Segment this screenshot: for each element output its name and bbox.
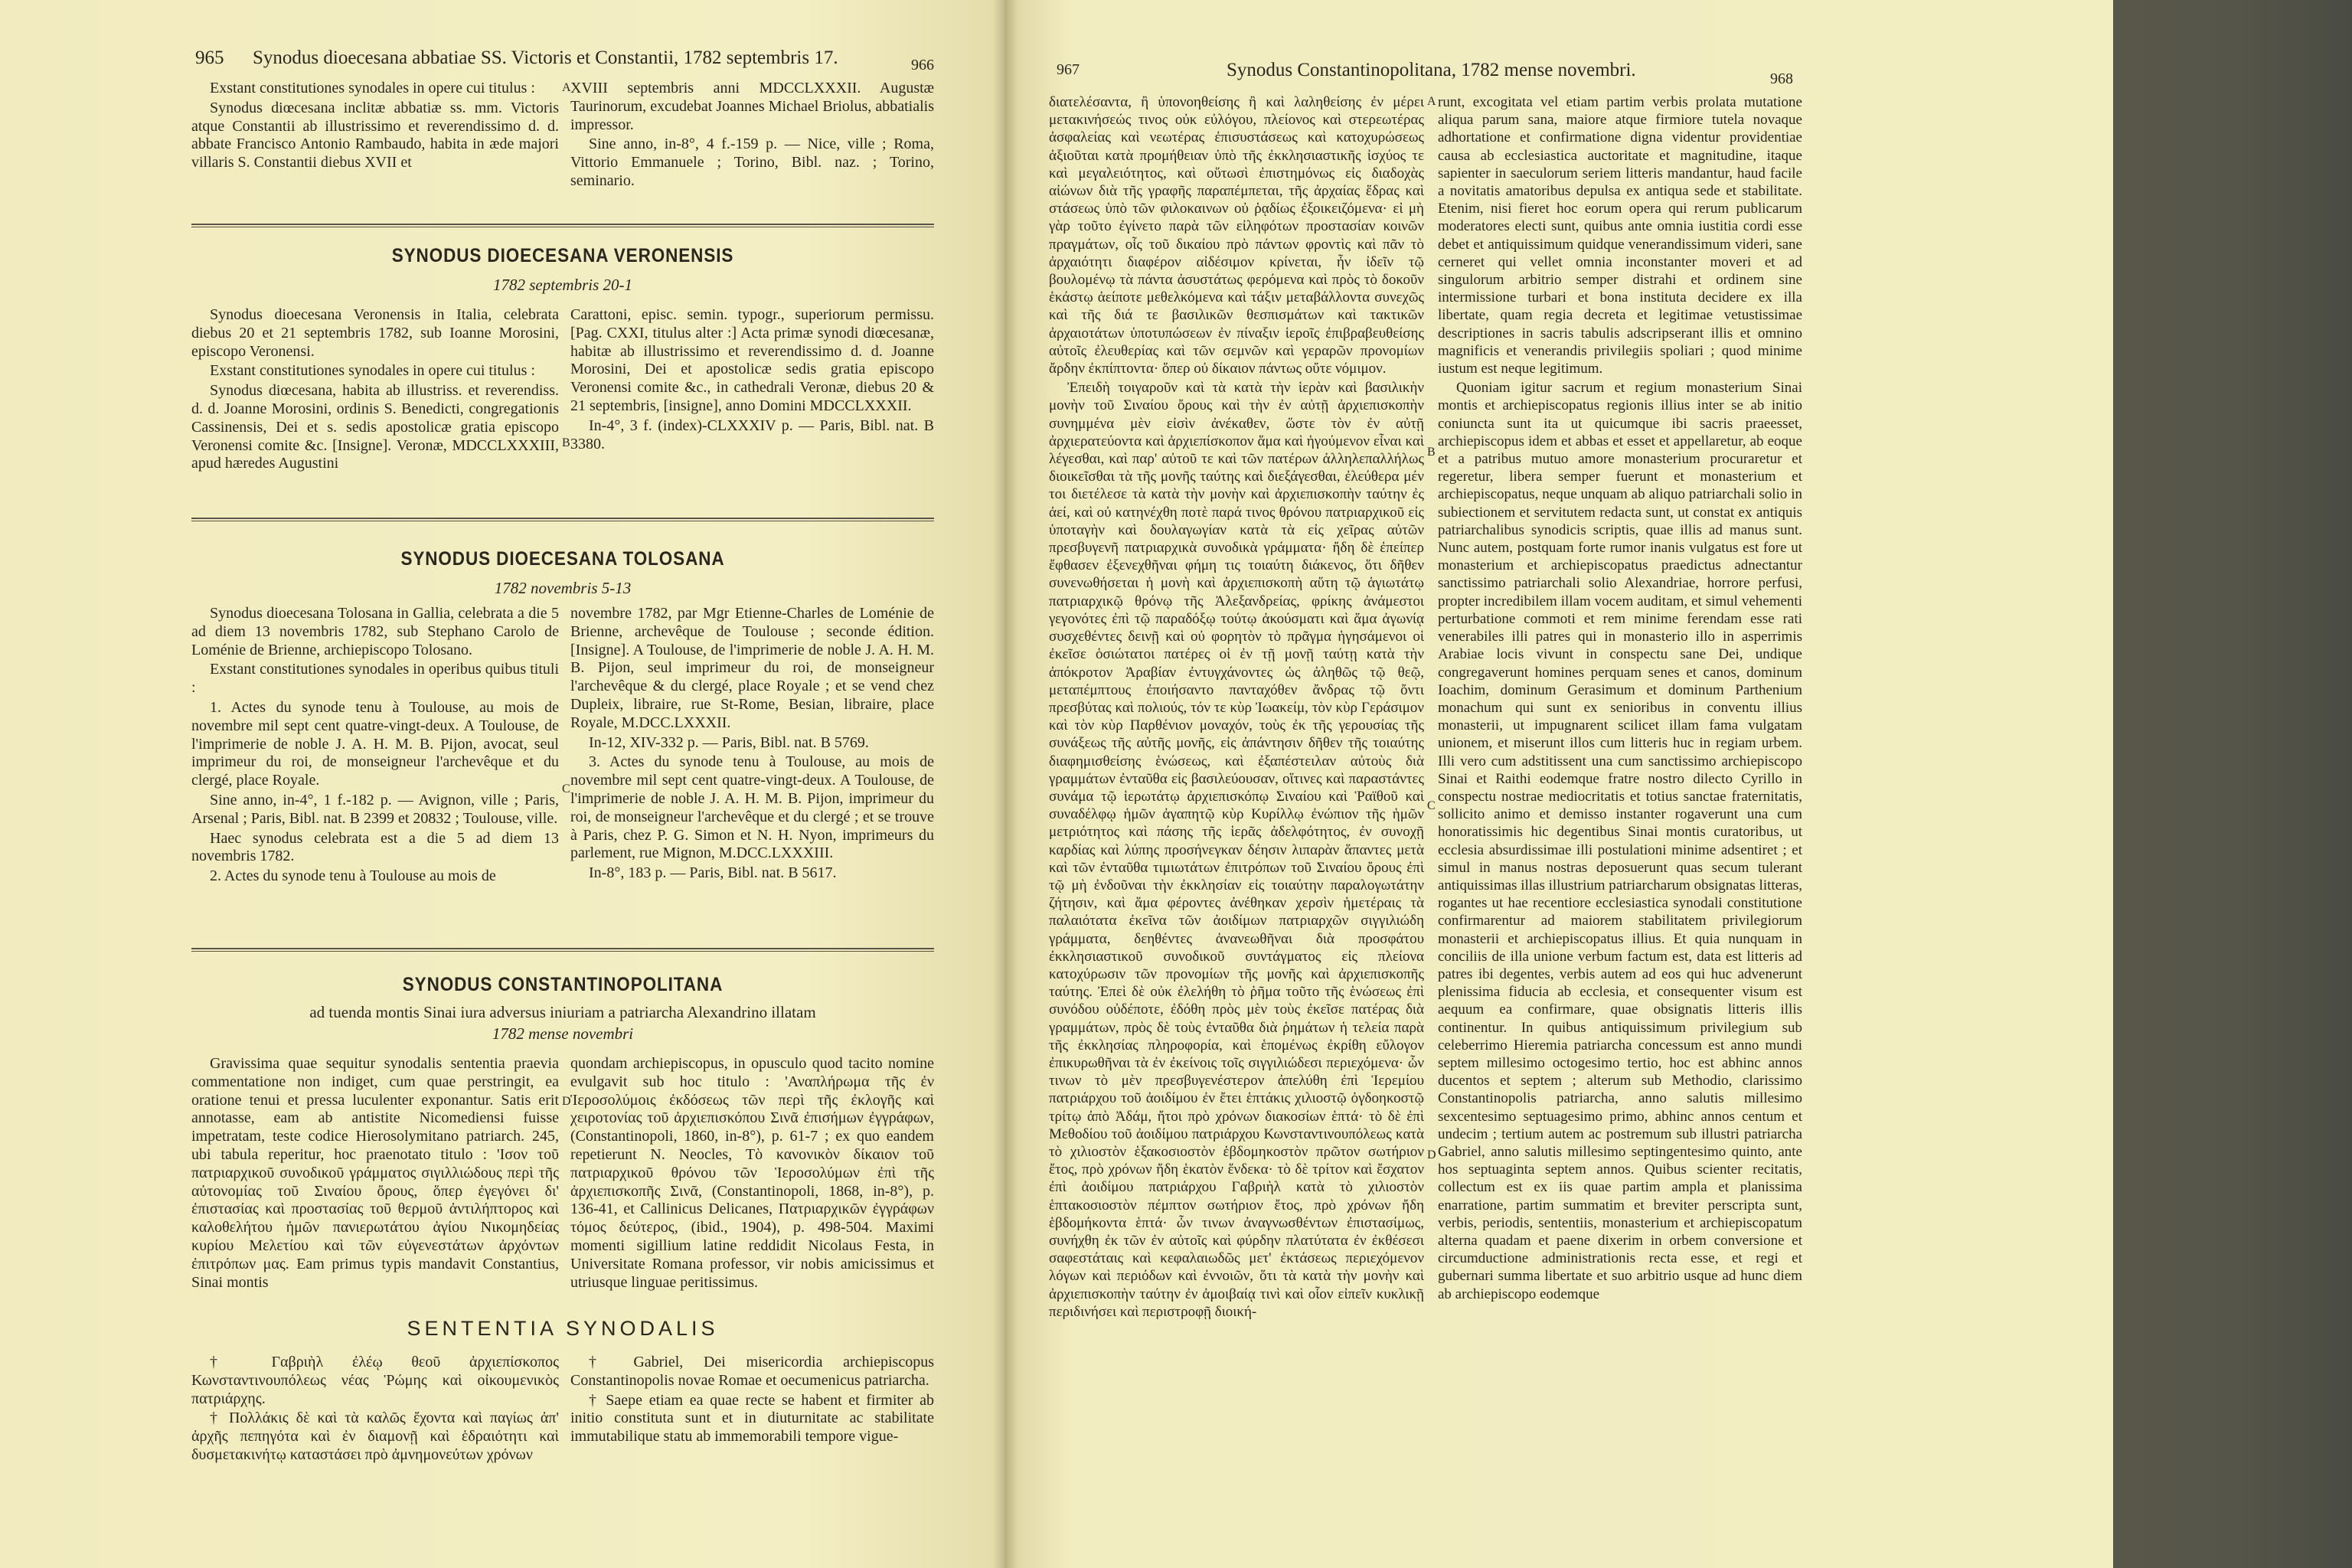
section-rule (191, 948, 934, 952)
intro-col2 (570, 80, 934, 192)
margin-letter: A (562, 81, 571, 94)
paragraph: In-8°, 183 p. — Paris, Bibl. nat. B 5617. (589, 864, 837, 882)
tolosana-col1 (191, 605, 559, 887)
paragraph: 2. Actes du synode tenu à Toulouse au mois de (210, 867, 496, 885)
margin-letter: B (1427, 446, 1436, 459)
sententia-col1 (191, 1354, 559, 1466)
veronensis-col2 (570, 306, 934, 455)
right-page-number-967: 967 (1057, 61, 1080, 78)
paragraph: † Saepe etiam ea quae recte se habent et firmiter ab initio constituta sunt et in diuturnitate ac stabilitate immutabilique statu ab immemorabili tempore vigue- (570, 1391, 934, 1446)
paragraph: Exstant constitutiones synodales in operibus quibus tituli : (191, 661, 559, 697)
veronensis-col1 (191, 306, 559, 475)
paragraph: novembre 1782, par Mgr Etienne-Charles de Loménie de Brienne, archevêque de Toulouse ; seconde édition. [Insigne]. A Toulouse, de l'imprimerie de noble J. A. H. M. B. Pijon, seul imprimeur du roi, de monseigneur l'archevêque & du clergé, place Royale ; et se vend chez Dupleix, libraire, rue St-Rome, Besian, libraire, place Royale, M.DCC.LXXXII. (570, 605, 934, 731)
paragraph: † Πολλάκις δὲ καὶ τὰ καλῶς ἔχοντα καὶ παγίως ἀπ' ἀρχῆς πεπηγότα καὶ ἐν διαμονῇ καὶ ἑδραιότητι καὶ δυσμετακινήτῳ καταστάσει πρὸ ἀμνημονεύτων χρόνων (191, 1410, 559, 1463)
constantinopolitana-col1 (191, 1055, 559, 1293)
section-title-tolosana: SYNODUS DIOECESANA TOLOSANA (400, 548, 725, 570)
left-page (0, 0, 1004, 1568)
greek-col (1049, 93, 1424, 1322)
book-gutter (992, 0, 1018, 1568)
sententia-col2 (570, 1354, 934, 1448)
left-page-number-966: 966 (911, 57, 934, 74)
paragraph: Gravissima quae sequitur synodalis sententia praevia commentatione non indiget, cum quae perstringit, ea oratione tenui et pressa luculenter exponantur. Satis erit annotasse, eam ab antistite Nicomediensi fuisse impetratam, teste codice Hierosolymitano patriarch. 245, ubi tabula reperitur, hoc praenotato titulo : 'Ισον τοῦ πατριαρχικοῦ συνοδικοῦ γράμματος σιγιλλιώδους περὶ τῆς αὐτονομίας τοῦ Σιναίου ὄρους, ὅπερ ἐγεγόνει δι' ἐπιστασίας καὶ προστασίας τοῦ θερμοῦ ἀντιλήπτορος καὶ καλοθελήτου ἡμῶν πανιερωτάτου ἁγίου Νικομηδείας κυρίου Μελετίου καὶ τῶν εὐγενεστάτων ἀρχόντων ἐπιτρόπων μας. Eam primus typis mandavit Constantius, Sinai montis (191, 1055, 559, 1291)
margin-letter: B (562, 436, 570, 449)
left-page-number-965: 965 (195, 47, 224, 68)
margin-letter: C (1427, 799, 1436, 812)
paragraph: διατελέσαντα, ἢ ὑπονοηθείσης ἢ καὶ λαληθείσης ἐν μέρει μετακινήσεώς τινος οὐκ εὐλόγου, πλείονος καὶ στερεωτέρας ἀσφαλείας καὶ νεωτέρας ἐπισυστάσεως καὶ κατοχυρώσεως ἀξιοῦται κατὰ προμήθειαν ὑπὸ τῆς ἐκκλησιαστικῆς ἰσχύος τε καὶ μεγαλειότητος, καὶ οὕτωσὶ ἐπιστημόνως εἰς διαδοχὰς αἰώνων διὰ τῆς γραφῆς παραπέμπεται, τῆς ἀρχαίας ἕδρας καὶ στάσεως ὑπὸ τῶν φιλοκαινων οὐ ῥᾳδίως ἐξοικειζόμενα· εἰ μὴ γὰρ τοῦτο ἐγίνετο παρὰ τῶν εἰληφότων προστασίαν κοινῶν πραγμάτων, οἷς τοῦ δικαίου πρὸ πάντων φροντὶς καὶ πᾶν τὸ ἀρχαιότητι διαφέρον αἰδέσιμον κρίνεται, ἦν ἰδεῖν τῷ βουλομένῳ τὰ πάντα ἀσυστάτως φερόμενα καὶ πρὸς τὸ δοκοῦν ἑκάστῳ ἀείποτε μεθελκόμενα καὶ τάξιν μεταβάλλοντα συνεχῶς καὶ τῆς διά τε βασιλικῶν θεσπισμάτων καὶ τακτικῶν ἀρχαιοτάτων ὑποτυπώσεων ἐν πίναξιν ἱεροῖς ἐπιβραβευθείσης αὐτοῖς ἐλευθερίας καὶ τῶν σεμνῶν καὶ γεραρῶν προνομίων ἄρδην ἐκπίπτοντα· ὅπερ οὐ δίκαιον πάντως οὔτε νόμιμον. (1049, 94, 1424, 377)
paragraph: Synodus diœcesana inclitæ abbatiæ ss. mm. Victoris atque Constantii ab illustrissimo et reverendissimo d. d. abbate Francisco Antonio Rambaudo, habita in æde majori villaris S. Constantii diebus XVII et (191, 99, 559, 172)
intro-col1 (191, 80, 559, 174)
section-rule (191, 518, 934, 521)
paragraph: † Gabriel, Dei misericordia archiepiscopus Constantinopolis novae Romae et oecumenicus patriarcha. (570, 1354, 934, 1389)
paragraph: Quoniam igitur sacrum et regium monasterium Sinai montis et archiepiscopatus regionis illius inter se ab initio coniuncta sunt ita ut quicumque ibi sacris praeesset, archiepiscopus idem et abbas et esset et appellaretur, ab eoque et a patribus mutuo amore monasterium procuraretur et regeretur, libera semper fuerunt et monasterium et archiepiscopatus, neque unquam ab aliquo patriarchali solio in subiectionem et servitutem redacta sunt, ut constat ex antiquis patriarchalibus synodicis scriptis, quae illis ad manus sunt. Nunc autem, postquam forte rumor inanis vulgatus est fore ut monasterium et archiepiscopatus praedictus adnectantur sanctissimo patriarchali solio Alexandriae, horrore perfusi, propter incredibilem illam vocem auditam, et simul vehementi perturbatione commoti et rem minime ferendam esse rati venerabiles illi patres qui in monasterio illo in asperrimis Arabiae locis vivunt in conspectu sane Dei, undique congregaverunt homines perquam senes et canos, dominum Ioachim, dominum Gerasimum et dominum Parthenium monachum qui sunt ex senioribus in conventu illius monasterii, ut impugnarent scilicet illam fama vulgatam unionem, et miserunt illos cum litteris huc in regiam urbem. Illi vero cum adstitissent una cum sanctissimo archiepiscopo Sinai et Raithi eodemque fratre nostro dilecto Cyrillo in conspectu nostrae mediocritatis et totius sanctae fraternitatis, sollicito animo et demisso instanter rogaverunt una cum honoratissimis hic degentibus Sinai montis curatoribus, ut ecclesia absurdissimae illi postulationi minime adsentiret ; et simul in manus nostras deposuerunt quas secum tulerant antiquissimas illas illustrium patriarcharum obsignatas litteras, rogantes ut hae recentiore ecclesiastica synodali constitutione confirmarentur ad maiorem stabilitatem privilegiorum monasterii et archiepiscopatus illius. Et quia nunquam in conciliis de illa unione verbum factum est, data est litteris ad patres ibi degentes, verbis autem ad eos qui huc advenerunt plenissima fiducia ab ecclesia, et consequenter visum est aequum ea confirmare, quae obsignatis litteris illis continentur. In quibus antiquissimum privilegium sub celeberrimo Hieremia patriarcha concessum est anno mundi septem millesimo octogesimo tertio, hoc est abhinc annos ducentos et septem ; alterum sub Methodio, clarissimo Constantinopolis patriarcha, anno salutis millesimo sexcentesimo septuagesimo primo, abhinc annos centum et undecim ; tertium autem ac postremum sub illustri patriarcha Gabriel, anno salutis millesimo septingentesimo quinto, ante hos septuaginta septem annos. Quibus scienter recitatis, collectum est ex iis quae partim ampla et planissima enarratione, partim summatim et breviter perscripta sunt, verbis, periodis, sententiis, monasterium et archiepiscopatum alterna quadam et paene dixerim in orbem conversione et circumductione administrationis recta esse, et regi et gubernari summa libertate et suo arbitrio usque ad hunc diem ab archiepiscopo eodemque (1438, 380, 1802, 1302)
constantinopolitana-col2 (570, 1055, 934, 1293)
section-subtitle-constantinopolitana: ad tuenda montis Sinai iura adversus iniuriam a patriarcha Alexandrino illatam (309, 1003, 816, 1021)
paragraph: Exstant constitutiones synodales in opere cui titulus : (210, 362, 535, 380)
paragraph: In-4°, 3 f. (index)-CLXXXIV p. — Paris, Bibl. nat. B 3380. (570, 416, 934, 452)
margin-letter: D (1427, 1148, 1436, 1161)
right-page (1004, 0, 2113, 1568)
right-page-number-968: 968 (1770, 70, 1793, 87)
paragraph: Synodus dioecesana Tolosana in Gallia, celebrata a die 5 ad diem 13 novembris 1782, sub Stephano Carolo de Loménie de Brienne, archiepiscopo Tolosano. (191, 605, 559, 658)
sententia-title: SENTENTIA SYNODALIS (407, 1317, 719, 1340)
paragraph: Exstant constitutiones synodales in opere cui titulus : (210, 80, 535, 96)
latin-col (1438, 93, 1802, 1305)
margin-letter: A (1427, 95, 1436, 108)
paragraph: † Γαβριὴλ ἐλέῳ θεοῦ ἀρχιεπίσκοπος Κωνσταντινουπόλεως νέας Ῥώμης καὶ οἰκουμενικὸς πατριάρχης. (191, 1354, 559, 1407)
margin-letter: C (562, 782, 570, 795)
paragraph: Haec synodus celebrata est a die 5 ad diem 13 novembris 1782. (191, 829, 559, 865)
paragraph: runt, excogitata vel etiam partim verbis prolata mutatione aliqua parum sana, maiore atque firmiore tutela novaque adhortatione et confirmatione digna videntur providentiae causa ab ecclesiastica auctoritate et magnitudine, itaque sapienter in saeculorum seriem litteris mandantur, haud facile a novitatis amatoribus depulsa ex antiqua sede et stabilitate. Etenim, nisi fieret hoc eorum opera qui rerum publicarum moderatores electi sunt, quibus ante omnia iustitia cordi esse debet et antiquissimum quidque venerandissimum videri, sane cerneret qui vellet omnia inconstanter moveri et ad singulorum arbitrio semper distrahi et ordinem sine intermissione turbari et bona instituta decidere ex illa libertate, quam regia decreta et legitimae vetustissimae descriptiones in sacris tabulis adscripserant illis et omnino magnificis et venerandis privilegiis spoliari ; quod minime iustum est neque legitimum. (1438, 94, 1802, 377)
margin-letter: D (562, 1095, 571, 1108)
paragraph: 3. Actes du synode tenu à Toulouse, au mois de novembre mil sept cent quatre-vingt-deux. A Toulouse, de l'imprimerie de noble J. A. H. M. B. Pijon, imprimeur du roi, de monseigneur l'archevêque et du clergé ; et se trouve à Paris, chez P. G. Simon et N. H. Nyon, imprimeurs du parlement, rue Mignon, M.DCC.LXXXIII. (570, 753, 934, 862)
paragraph: quondam archiepiscopus, in opusculo quod tacito nomine evulgavit sub hoc titulo : 'Αναπλήρωμα τῆς ἐν Ἱεροσολύμοις ἐκδόσεως τῶν περὶ τῆς ἐκλογῆς καὶ χειροτονίας τοῦ ἀρχιεπισκόπου Σινᾶ ἐπισήμων ἐγγράφων, (Constantinopoli, 1860, in-8°), p. 61-7 ; ex quo eandem repetierunt N. Neocles, Τὸ κανονικὸν δίκαιον τοῦ πατριαρχικοῦ θρόνου τῶν Ἱεροσολύμων ἐπὶ τῆς ἀρχιεπισκοπῆς Σινᾶ, (Constantinopoli, 1868, in-8°), p. 136-41, et Callinicus Delicanes, Πατριαρχικῶν ἐγγράφων τόμος δεύτερος, (ibid., 1904), p. 498-504. Maximi momenti sigillium latine reddidit Nicolaus Festa, in Universitate Romana professor, vir nobis amicissimus et utriusque linguae peritissimus. (570, 1055, 934, 1291)
section-date-veronensis: 1782 septembris 20-1 (493, 276, 632, 294)
section-date-tolosana: 1782 novembris 5-13 (494, 579, 632, 597)
paragraph: Synodus diœcesana, habita ab illustriss. et reverendiss. d. d. Joanne Morosini, ordinis S. Benedicti, congregationis Cassinensis, Dei et s. sedis apostolicæ gratia episcopo Veronensi comite &c. [Insigne]. Veronæ, MDCCLXXXIII, apud hæredes Augustini (191, 382, 559, 472)
section-title-constantinopolitana: SYNODUS CONSTANTINOPOLITANA (402, 974, 724, 995)
paragraph: Sine anno, in-8°, 4 f.-159 p. — Nice, ville ; Roma, Vittorio Emmanuele ; Torino, Bibl. naz. ; Torino, seminario. (570, 136, 934, 189)
paragraph: In-12, XIV-332 p. — Paris, Bibl. nat. B 5769. (589, 733, 869, 751)
section-date-constantinopolitana: 1782 mense novembri (492, 1024, 634, 1043)
left-running-head: Synodus dioecesana abbatiae SS. Victoris et Constantii, 1782 septembris 17. (253, 47, 838, 68)
paragraph: Carattoni, episc. semin. typogr., superiorum permissu. [Pag. CXXI, titulus alter :] Acta primæ synodi diœcesanæ, habitæ ab illustrissimo et reverendissimo d. d. Joanne Morosini, Dei et apostolicæ sedis gratia episcopo Veronensi comite &c., in cathedrali Veronæ, diebus 20 & 21 septembris, [insigne], anno Domini MDCCLXXXII. (570, 306, 934, 414)
tolosana-col2 (570, 605, 934, 884)
section-title-veronensis: SYNODUS DIOECESANA VERONENSIS (391, 245, 734, 266)
right-running-head: Synodus Constantinopolitana, 1782 mense novembri. (1227, 60, 1636, 80)
paragraph: XVIII septembris anni MDCCLXXXII. Augustæ Taurinorum, excudebat Joannes Michael Briolus, abbatialis impressor. (570, 80, 934, 133)
paragraph: 1. Actes du synode tenu à Toulouse, au mois de novembre mil sept cent quatre-vingt-deux. A Toulouse, de l'imprimerie de noble J. A. H. M. B. Pijon, avocat, seul imprimeur du roi, de monseigneur l'archevêque et du clergé, place Royale. (191, 698, 559, 789)
paragraph: Ἐπειδὴ τοιγαροῦν καὶ τὰ κατὰ τὴν ἱερὰν καὶ βασιλικὴν μονὴν τοῦ Σιναίου ὄρους καὶ τὴν ἐν αὐτῇ ἀρχιεπισκοπὴν συνημμένα μὲν εἰσὶν ἀνέκαθεν, ὥστε τὸν ἐν αὐτῇ ἀρχιερατεύοντα καὶ ἀρχιεπίσκοπον ἅμα καὶ ἡγούμενον εἶναι καὶ λέγεσθαι, καὶ παρ' αὐτοῦ τε καὶ τῶν πατέρων ἀλληλεπαλλήλως διοικεῖσθαι τὰ τῆς μονῆς ταύτης καὶ διεξάγεσθαι, ἐλεύθερα μέν τοι διετέλεσε τὰ κατὰ τὴν μονὴν καὶ ἀρχιεπισκοπὴν ταύτην ἐς ἀεί, καὶ οὐ κατηνέχθη ποτὲ παρά τινος θρόνου πατριαρχικοῦ εἰς ὑποταγὴν καὶ δουλαγωγίαν κατὰ τὰ εἰς χεῖρας αὐτῶν πρεσβυγενῆ πατριαρχικὰ συνοδικὰ γράμματα· ἤδη δὲ ἐπείπερ ἔφθασεν ἐξενεχθῆναι φήμη τις τοιαύτη διάκενος, ὅτι δῆθεν συνενωθήσεται ἡ μονὴ καὶ ἀρχιεπισκοπὴ αὕτη τῷ ἁγιωτάτῳ πατριαρχικῷ θρόνῳ τῆς Ἀλεξανδρείας, φρίκης ἀνάμεστοι γεγονότες ἐπὶ τῷ παραδόξῳ τούτῳ ἀκούσματι καὶ ἅμα ἀγωνίᾳ συσχεθέντες δεινῇ καὶ οὐ φορητὸν τὸ πρᾶγμα ἡγησάμενοι οἱ ἐκεῖσε ὁσιώτατοι πατέρες οἱ ἐν τῇ μονῇ ταύτῃ κατὰ τὴν ἀπόκροτον Ἀραβίαν ἐντυγχάνοντες ὡς ἀληθῶς τῷ θεῷ, μεταπέμπτους ἐποιήσαντο πανταχόθεν ἄνδρας τῷ ὄντι πρεσβύτας καὶ πολιούς, τόν τε κὺρ Ἰωακείμ, τὸν κὺρ Γεράσιμον καὶ τὸν κὺρ Παρθένιον μοναχόν, τοὺς ἐκ τῆς γερουσίας τῆς συνάξεως τῆς αὐτῆς μονῆς, εἰς ἀπάντησιν δῆθεν τῆς τοιαύτης διαφημισθείσης ἑνώσεως, καὶ ἐξαπέστειλαν αὐτοὺς διὰ γραμμάτων ἐνταῦθα εἰς βασιλεύουσαν, οἵτινες καὶ παραστάντες συνάμα τῷ ἱερωτάτῳ ἀρχιεπισκόπῳ Σιναίου καὶ Ῥαϊθοῦ καὶ συναδέλφῳ ἡμῶν ἀγαπητῷ κὺρ Κυρίλλῳ ἐνώπιον τῆς ἡμῶν μετριότητος καὶ πάσης τῆς ἱερᾶς ἀδελφότητος, ἐν συνοχῇ καρδίας καὶ λύπης προσήνεγκαν δέησιν λιπαρὰν ἅπαντες μετὰ καὶ τῶν ἐνταῦθα τιμιωτάτων ἐπιτρόπων τοῦ Σιναίου ὄρους ἐπὶ τῷ μὴ ἐνδοῦναι τὴν ἐκκλησίαν εἰς τοιαύτην παραλογωτάτην ζήτησιν, καὶ ἅμα φέροντες ἀνέθηκαν χερσὶν ἡμετέραις τὰ παλαιότατα ἐκεῖνα τῶν ἀοιδίμων πατριαρχῶν σιγγιλιώδη γράμματα, δεηθέντες ἀνανεωθῆναι διὰ προσφάτου ἐκκλησιαστικοῦ συνοδικοῦ συντάγματος εἰς πλείονα κατοχύρωσιν τῶν προνομίων τῆς μονῆς καὶ ἀρχιεπισκοπῆς ταύτης. Ἐπεὶ δὲ οὐκ ἐλελήθη τὸ ῥῆμα τοῦτο τῆς ἑνώσεως ἐπὶ συνόδου οὐδέποτε, ἐδόθη πρὸς μὲν τοὺς ἐκεῖσε πατέρας διὰ γραμμάτων, πρὸς δὲ τοὺς ἐνταῦθα διὰ ῥημάτων ἡ τελεία παρὰ τῆς ἐκκλησίας πληροφορία, καὶ ἑπομένως ἐκρίθη εὔλογον ἐπικυρωθῆναι τὰ ἐν ἐκείνοις τοῖς σιγγιλιώδεσι περιεχόμενα· ὧν τινων τὸ μὲν πρεσβυγενέστερον ἀπελύθη ἐπὶ Ἱερεμίου πατριάρχου τοῦ ἀοιδίμου ἐν ἔτει ἑπτάκις χιλιοστῷ ὀγδοηκοστῷ τρίτῳ ἀπὸ Ἀδάμ, ἤτοι πρὸ χρόνων διακοσίων ἑπτά· τὸ δὲ ἐπὶ Μεθοδίου τοῦ ἀοιδίμου πατριάρχου Κωνσταντινουπόλεως κατὰ τὸ χιλιοστὸν ἑξακοσιοστὸν ἑβδομηκοστὸν πρῶτον σωτήριον ἔτος, πρὸ χρόνων ἤδη ἑκατὸν ἕνδεκα· τὸ δὲ τρίτον καὶ ἔσχατον ἐπὶ ἀοιδίμου πατριάρχου Γαβριὴλ κατὰ τὸ χιλιοστὸν ἑπτακοσιοστὸν πέμπτον σωτήριον ἔτος, πρὸ χρόνων ἤδη ἑβδομήκοντα ἑπτά· ὧν τινων ἀναγνωσθέντων ἐπιστασίμως, συνήχθη ἐκ τῶν ἐν αὐτοῖς καὶ φύρδην πλατύτατα ἐν ἐκθέσεσι σαφεστάταις καὶ κεφαλαιωδῶς μετ' ἐκτάσεως περιεχόμενον λόγων καὶ περιόδων καὶ ἐννοιῶν, ὅτι τὰ κατὰ τὴν μονὴν καὶ ἀρχιεπισκοπὴν ταύτην ἐν ἀμοιβαίᾳ τινὶ καὶ οἷον εἰπεῖν κυκλικῇ περιδινήσει καὶ περιστροφῇ διοική- (1049, 380, 1424, 1320)
paragraph: Synodus dioecesana Veronensis in Italia, celebrata diebus 20 et 21 septembris 1782, sub Ioanne Morosini, episcopo Veronensi. (191, 306, 559, 360)
section-rule (191, 224, 934, 227)
paragraph: Sine anno, in-4°, 1 f.-182 p. — Avignon, ville ; Paris, Arsenal ; Paris, Bibl. nat. B 2399 et 20832 ; Toulouse, ville. (191, 791, 559, 827)
